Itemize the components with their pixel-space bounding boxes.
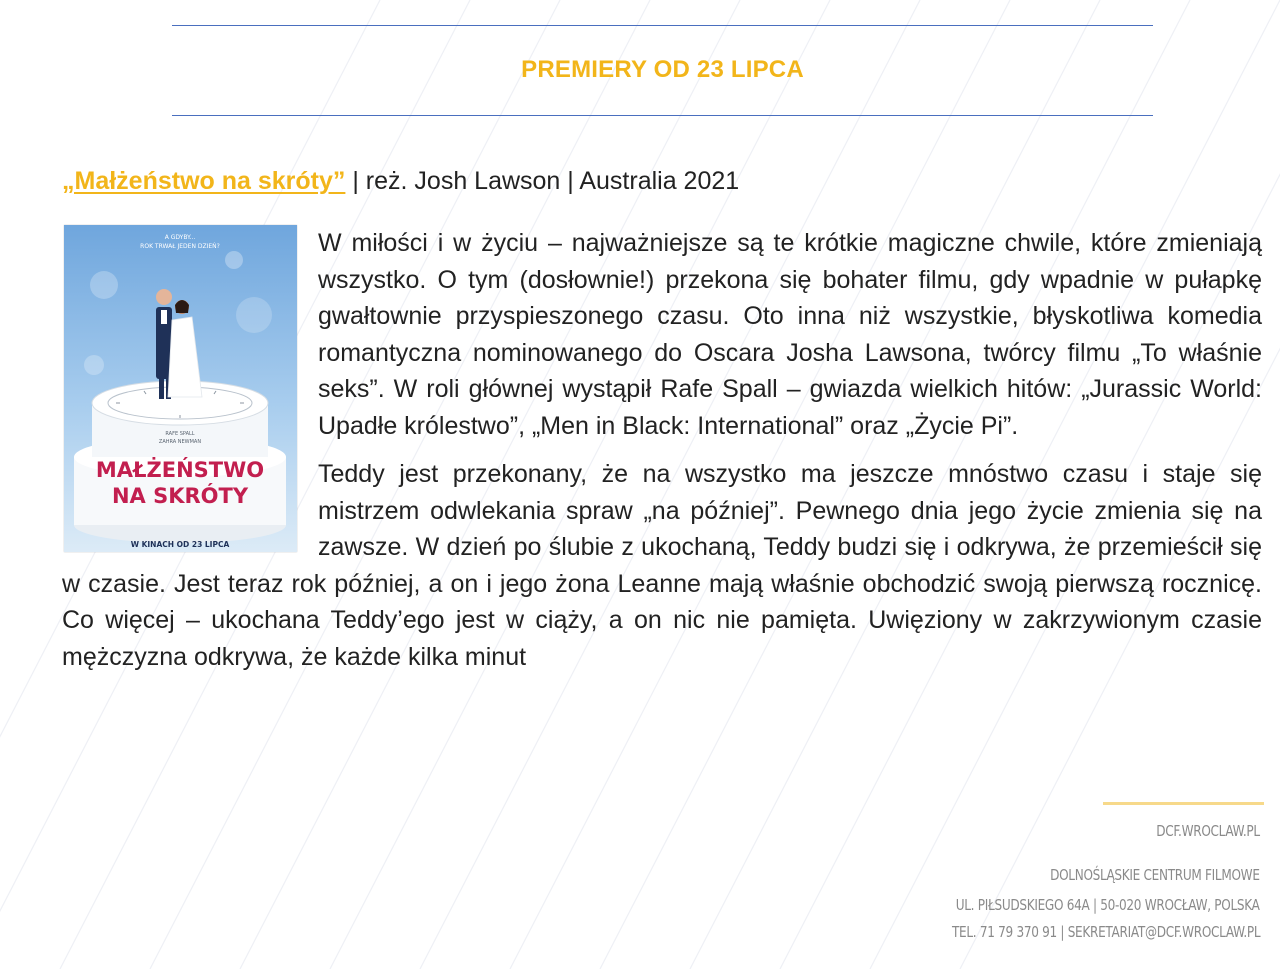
film-heading-line <box>62 167 739 196</box>
poster-tagline-1: A GDYBY... <box>164 234 196 241</box>
film-description <box>62 225 1262 687</box>
footer-address: UL. PIŁSUDSKIEGO 64A | 50-020 WROCŁAW, POLSKA <box>956 896 1260 914</box>
poster-title-line-2: NA SKRÓTY <box>111 484 249 508</box>
header-top-rule <box>172 25 1153 26</box>
film-title-link[interactable]: „Małżeństwo na skróty” <box>62 167 346 195</box>
poster-cast-1: RAFE SPALL <box>165 431 195 437</box>
poster-float-spacer <box>62 225 318 559</box>
film-meta: | reż. Josh Lawson | Australia 2021 <box>345 167 740 195</box>
poster-tagline-2: ROK TRWAŁ JEDEN DZIEŃ? <box>140 243 220 250</box>
footer-organization: DOLNOŚLĄSKIE CENTRUM FILMOWE <box>1050 866 1260 884</box>
description-paragraph-1: W miłości i w życiu – najważniejsze są te krótkie magiczne chwile, które zmieniają wszystko. O tym (dosłownie!) przekona się bohater filmu, gdy wpadnie w pułapkę gwałtownie przyspieszonego czasu. Oto inna niż wszystkie, błyskotliwa komedia romantyczna nominowanego do Oscara Josha Lawsona, twórcy filmu „To właśnie seks”. W roli głównej wystąpił Rafe Spall – gwiazda wielkich hitów: „Jurassic World: Upadłe królestwo”, „Men in Black: International” oraz „Życie Pi”. <box>318 229 1262 440</box>
footer-accent-rule <box>1103 802 1264 805</box>
footer-contact: TEL. 71 79 370 91 | SEKRETARIAT@DCF.WROCLAW.PL <box>951 923 1260 941</box>
poster-title-line-1: MAŁŻEŃSTWO <box>95 458 265 482</box>
description-paragraph-2: Teddy jest przekonany, że na wszystko ma jeszcze mnóstwo czasu i staje się mistrzem odwlekania spraw „na później”. Pewnego dnia jego życie zmienia się na zawsze. W dzień po ślubie z ukochaną, Teddy budzi się i odkrywa, że przemieścił się w czasie. Jest teraz rok później, a on i jego żona Leanne mają właśnie obchodzić swoją pierwszą rocznicę. Co więcej – ukochana Teddy’ego jest w ciąży, a on nic nie pamięta. Uwięziony w zakrzywionym czasie mężczyzna odkrywa, że każde kilka minut <box>62 460 1262 671</box>
poster-release-date: W KINACH OD 23 LIPCA <box>130 540 230 549</box>
poster-cast-2: ZAHRA NEWMAN <box>158 439 202 445</box>
section-heading: PREMIERY OD 23 LIPCA <box>521 56 804 83</box>
header-bottom-rule <box>172 115 1153 116</box>
footer-website[interactable]: DCF.WROCLAW.PL <box>1156 822 1260 840</box>
